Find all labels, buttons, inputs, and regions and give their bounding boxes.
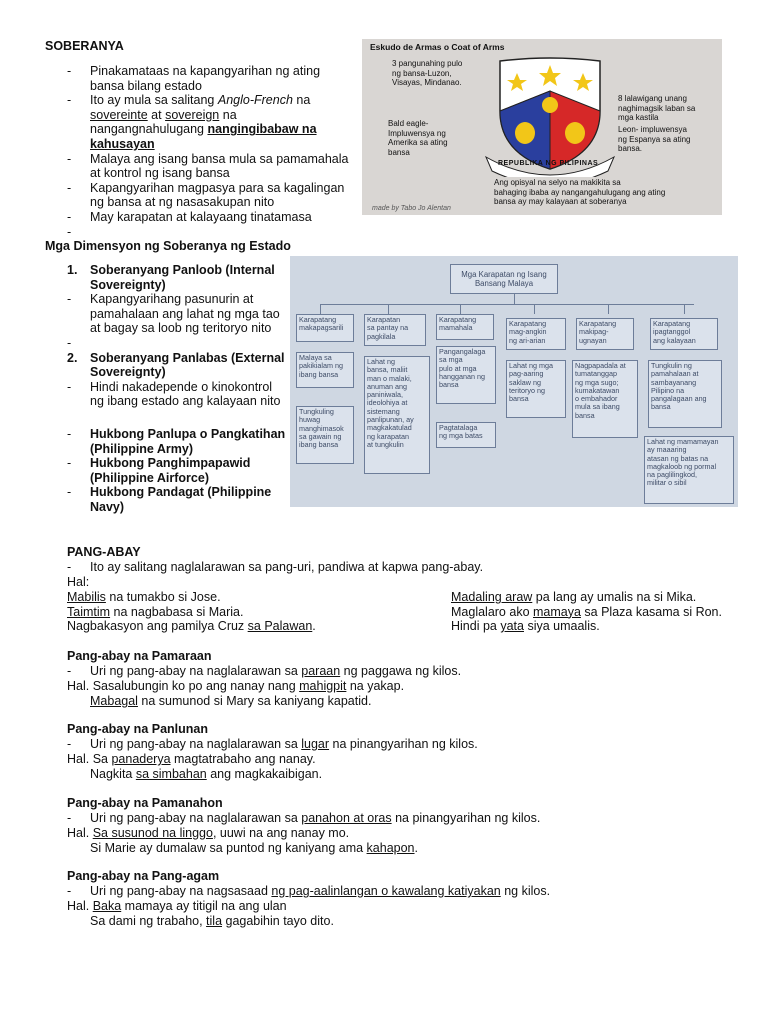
section-title-pangabay: PANG-ABAY	[67, 545, 141, 559]
org-head: Karapatang mag-angkin ng ari-arian	[506, 318, 566, 350]
panlunan-definition: Uri ng pang-abay na naglalarawan sa lugar na pinangyarihan ng kilos.	[90, 737, 478, 751]
item-desc: ng ibang estado ang kalayaan nito	[90, 394, 281, 409]
bullet-text: ng bansa at ng nasasakupan nito	[90, 195, 275, 210]
bullet-text: Ito ay mula sa salitang	[90, 93, 218, 108]
org-box: Malaya sa pakikialam ng ibang bansa	[296, 352, 354, 388]
bullet-text: May karapatan at kalayaang tinatamasa	[90, 209, 312, 224]
list-item: - Ito ay mula sa salitang Anglo-French na soverеinte at sovereign na nangangnahulugang nangingibabaw na kahusayan	[67, 93, 317, 151]
panlunan-example: Nagkita sa simbahan ang magkakaibigan.	[90, 767, 323, 781]
hukbong-item: Hukbong Panlupa o Pangkatihan	[90, 426, 286, 441]
org-box: Tungkuling huwag manghimasok sa gawain ng ibang bansa	[296, 406, 354, 464]
list-item: - Kapangyarihan magpasya para sa kagalingan ng bansa at ng nasasakupan nito	[90, 181, 360, 210]
pangagam-definition: Uri ng pang-abay na nagsasaad ng pag-aalinlangan o kawalang katiyakan ng kilos.	[90, 884, 551, 898]
bullet-text: Pinakamataas na kapangyarihan ng ating	[90, 64, 321, 78]
pamaraan-example: Mabagal na sumunod si Mary sa kaniyang kapatid.	[90, 694, 372, 708]
item-number: 1.	[67, 263, 78, 277]
right-examples	[451, 590, 722, 634]
hukbong-item: (Philippine Airforce)	[90, 470, 209, 485]
soberanya-bullet-list	[67, 64, 360, 239]
pangagam-example: Hal. Baka mamaya ay titigil na ang ulan	[67, 899, 287, 913]
figure-title: Eskudo de Armas o Coat of Arms	[370, 42, 505, 52]
hal-label: Hal:	[67, 575, 90, 589]
bullet-text: at kontrol ng isang bansa	[90, 166, 230, 181]
islands-label: 3 pangunahing pulo ng bansa-Luzon, Visayas, Mindanao.	[392, 59, 463, 87]
scroll-text: REPUBLIKA NG PILIPINAS	[498, 160, 599, 167]
item-number: 2.	[67, 350, 78, 365]
section-title-pangagam: Pang-abay na Pang-agam	[67, 869, 220, 883]
pamanahon-example: Hal. Sa susunod na linggo, uuwi na ang nanay mo.	[67, 826, 350, 840]
coat-of-arms-figure	[362, 39, 722, 215]
credit: made by Tabo Jo Alentan	[372, 205, 451, 212]
dimensyon-list	[67, 263, 287, 515]
section-title-pamaraan: Pang-abay na Pamaraan	[67, 649, 212, 663]
italic-term: Anglo-French	[217, 93, 293, 108]
underlined-term: kahusayan	[90, 136, 155, 151]
item-desc: pamahalaan ang lahat ng mga tao	[90, 306, 280, 321]
org-head: Karapatan sa pantay na pagkilala	[364, 314, 426, 346]
bullet-text: bansa bilang estado	[90, 78, 202, 93]
org-box: Pangangalaga sa mga pulo at mga hangganan ng bansa	[436, 346, 496, 404]
eagle-label: Bald eagle- Impluwensya ng Amerika sa ating bansa	[388, 119, 448, 157]
underlined-term: nangingibabaw na	[207, 122, 317, 137]
list-item	[67, 224, 360, 240]
section-title-dimensyon: Mga Dimensyon ng Soberanya ng Estado	[45, 239, 291, 253]
example-line: Taimtim na nagbabasa si Maria.	[67, 604, 244, 619]
list-item: - Hukbong Pandagat (Philippine Navy)	[67, 485, 287, 514]
example-line: Madaling araw pa lang ay umalis na si Mika.	[451, 590, 697, 604]
list-item: - Pinakamataas na kapangyarihan ng ating bansa bilang estado	[90, 64, 360, 93]
pamanahon-definition: Uri ng pang-abay na naglalarawan sa panahon at oras na pinangyarihan ng kilos.	[90, 811, 541, 825]
item-title: Sovereignty)	[90, 277, 166, 292]
org-box: Tungkulin ng pamahalaan at sambayanang Pilipino na pangalagaan ang bansa	[648, 360, 722, 428]
list-item: - Malaya ang isang bansa mula sa pamamahala at kontrol ng isang bansa	[90, 152, 360, 181]
seal-label: Ang opisyal na selyo na makikita sa bahaging ibaba ay nangangahulugang ang ating bansa ay may kalayaan at soberanya	[494, 178, 666, 206]
org-head: Karapatang makapagsarili	[296, 314, 354, 342]
list-item	[67, 263, 287, 292]
item-title: Soberanyang Panloob (Internal	[90, 263, 275, 277]
pangagam-example: Sa dami ng trabaho, tila gagabihin tayo dito.	[90, 914, 334, 928]
section-title-pamanahon: Pang-abay na Pamanahon	[67, 796, 223, 810]
item-desc: Kapangyarihang pasunurin at	[90, 292, 254, 307]
hukbong-item: Navy)	[90, 499, 125, 514]
underlined-term: sovereign	[165, 107, 220, 122]
bullet-text: nangangnahulugang	[90, 122, 208, 137]
org-box: Lahat ng bansa, maliit man o malaki, anuman ang paniniwala, ideolohiya at sistemang panlipunan, ay magkakatulad ng karapatan at tungkulin	[364, 356, 430, 474]
org-head: Karapatang makipag- ugnayan	[576, 318, 634, 350]
pangabay-def-dash: -	[67, 560, 72, 574]
panlunan-example: Hal. Sa panaderya magtatrabaho ang nanay.	[67, 752, 316, 766]
item-desc: at bagay sa loob ng teritoryo nito	[90, 321, 272, 336]
bullet-text: na	[292, 93, 311, 108]
left-examples	[67, 590, 316, 634]
bullet-text: at	[147, 107, 166, 122]
hukbong-item: Hukbong Panghimpapawid	[90, 456, 251, 471]
example-line: Maglalaro ako mamaya sa Plaza kasama si Ron.	[451, 604, 722, 619]
list-item	[67, 351, 287, 380]
list-item: - Hukbong Panghimpapawid (Philippine Airforce)	[67, 456, 287, 485]
pamaraan-example: Hal. Sasalubungin ko po ang nanay nang mahigpit na yakap.	[67, 679, 405, 693]
bullet-text: Malaya ang isang bansa mula sa pamamahala	[90, 151, 349, 166]
org-head: Karapatang mamahala	[436, 314, 494, 340]
example-line: Nagbakasyon ang pamilya Cruz sa Palawan.	[67, 619, 316, 634]
empty-dash: -	[67, 335, 72, 350]
section-title-panlunan: Pang-abay na Panlunan	[67, 722, 209, 736]
org-box: Lahat ng mga pag-aaring saklaw ng teritoryo ng bansa	[506, 360, 566, 418]
pangabay-definition: Ito ay salitang naglalarawan sa pang-uri, pandiwa at kapwa pang-abay.	[90, 560, 484, 574]
list-item: - May karapatan at kalayaang tinatamasa	[90, 210, 360, 225]
list-item	[67, 336, 287, 351]
org-head: Karapatang ipagtanggol ang kalayaan	[650, 318, 718, 350]
item-title: Sovereignty)	[90, 365, 166, 380]
pamanahon-example: Si Marie ay dumalaw sa puntod ng kaniyang ama kahapon.	[90, 841, 418, 855]
pamaraan-definition: Uri ng pang-abay na naglalarawan sa paraan ng paggawa ng kilos.	[90, 664, 462, 678]
rays-label: 8 lalawigang unang naghimagsik laban sa mga kastila	[618, 94, 696, 122]
org-root: Mga Karapatan ng Isang Bansang Malaya	[450, 264, 558, 294]
section-title-soberanya: SOBERANYA	[45, 39, 124, 53]
org-box: Pagtatalaga ng mga batas	[436, 422, 496, 448]
item-title: Soberanyang Panlabas (External	[90, 350, 285, 365]
hukbong-item: (Philippine Army)	[90, 441, 194, 456]
underlined-term: soverеinte	[90, 107, 148, 122]
example-line: Mabilis na tumakbo si Jose.	[67, 590, 221, 604]
list-item: - Kapangyarihang pasunurin at pamahalaan ang lahat ng mga tao at bagay sa loob ng teritoryo nito	[67, 292, 287, 336]
example-line: Hindi pa yata siya umaalis.	[451, 619, 600, 634]
rights-org-chart	[290, 256, 738, 507]
bullet-text: na	[219, 107, 237, 122]
bullet-text: Kapangyarihan magpasya para sa kagalingan	[90, 180, 345, 195]
lion-label: Leon- impluwensya ng Espanya sa ating bansa.	[618, 125, 691, 153]
empty-dash: -	[67, 224, 72, 239]
list-item: - Hindi nakadepende o kinokontrol ng ibang estado ang kalayaan nito	[67, 380, 287, 409]
item-desc: Hindi nakadepende o kinokontrol	[90, 379, 273, 394]
list-item: - Hukbong Panlupa o Pangkatihan (Philippine Army)	[67, 426, 286, 456]
hukbong-item: Hukbong Pandagat (Philippine	[90, 485, 272, 500]
org-box: Lahat ng mamamayan ay maaaring atasan ng batas na magkaloob ng pormal na paglilingkod, militar o sibil	[644, 436, 734, 504]
org-box: Nagpapadala at tumatanggap ng mga sugo; kumakatawan o embahador mula sa ibang bansa	[572, 360, 638, 438]
